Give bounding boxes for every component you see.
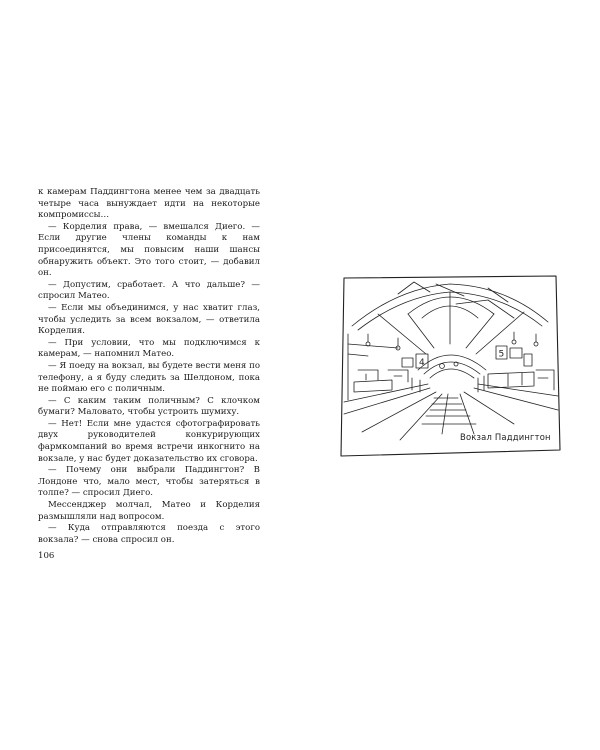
platform-sign-left-number: 4 xyxy=(419,358,425,368)
body-text xyxy=(38,187,260,546)
paragraph: — Я поеду на вокзал, вы будете вести меня по телефону, а я буду следить за Шелдоном, пока не поймаю его с поличным. xyxy=(38,360,260,395)
page-number: 106 xyxy=(38,551,55,561)
illustration-caption: Вокзал Паддингтон xyxy=(460,432,551,442)
paragraph: Мессенджер молчал, Матео и Корделия размышляли над вопросом. xyxy=(38,500,260,522)
paragraph: — При условии, что мы подключимся к камерам, — напомнил Матео. xyxy=(38,337,260,360)
paragraph: — Если мы объединимся, у нас хватит глаз, чтобы уследить за всем вокзалом, — ответила Корделия. xyxy=(38,302,260,337)
paragraph: — Куда отправляются поезда с этого вокзала? — снова спросил он. xyxy=(38,523,260,545)
paragraph: — Почему они выбрали Паддингтон? В Лондоне что, мало мест, чтобы затеряться в толпе? — спросил Диего. xyxy=(38,465,260,499)
paragraph: — Допустим, сработает. А что дальше? — спросил Матео. xyxy=(38,279,260,302)
paragraph: — С каким таким поличным? С клочком бумаги? Маловато, чтобы устроить шумиху. xyxy=(38,395,260,418)
paragraph: — Корделия права, — вмешался Диего. — Если другие члены команды к нам присоединятся, мы повысим наши шансы обнаружить объект. Это того стоит, — добавил он. xyxy=(38,221,260,279)
paragraph: к камерам Паддингтона менее чем за двадцать четыре часа вынуждает идти на некоторые компромиссы… xyxy=(38,187,260,221)
paragraph: — Нет! Если мне удастся сфотографировать двух руководителей конкурирующих фармкомпаний во время встречи инкогнито на вокзале, у нас будет доказательство их сговора. xyxy=(38,418,260,464)
station-illustration xyxy=(338,274,562,460)
platform-sign-right-number: 5 xyxy=(498,349,505,360)
